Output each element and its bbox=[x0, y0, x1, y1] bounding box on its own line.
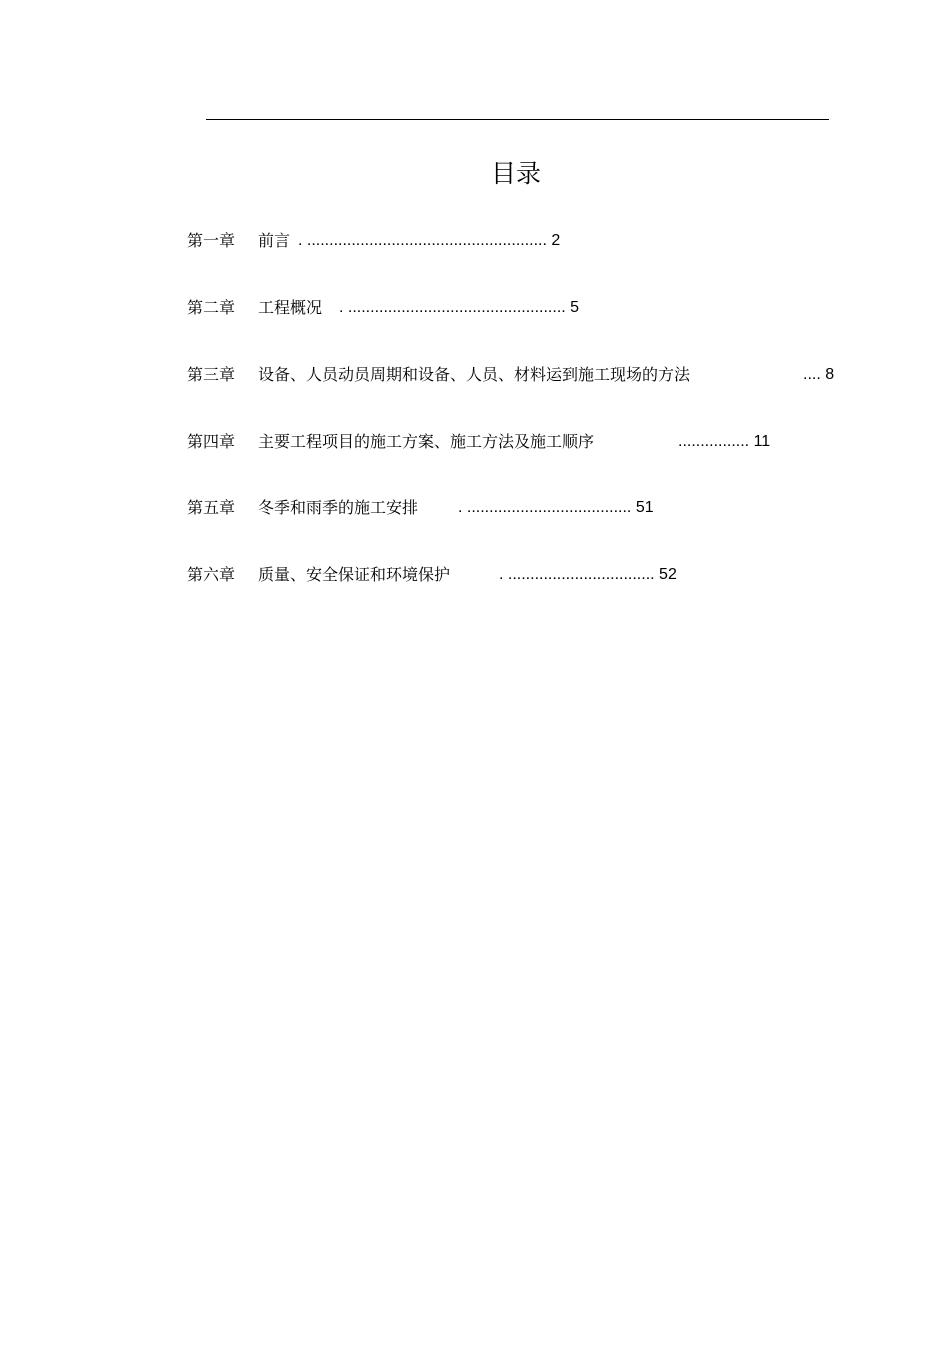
toc-entry-title: 设备、人员动员周期和设备、人员、材料运到施工现场的方法 bbox=[258, 365, 691, 384]
toc-entry-page: 52 bbox=[659, 566, 677, 583]
header-rule bbox=[206, 119, 829, 120]
toc-entry-leader: . ..................................... bbox=[458, 499, 632, 516]
toc-title: 目录 bbox=[490, 159, 541, 188]
toc-entry-title: 前言 bbox=[258, 231, 291, 250]
toc-entry-chapter: 第五章 bbox=[187, 498, 236, 517]
toc-entry-title: 主要工程项目的施工方案、施工方法及施工顺序 bbox=[258, 432, 595, 451]
toc-entry-leader-page bbox=[678, 431, 770, 453]
toc-entry-chapter: 第二章 bbox=[187, 298, 236, 317]
toc-entry-chapter: 第三章 bbox=[187, 365, 236, 384]
toc-entry-page: 5 bbox=[570, 299, 580, 316]
toc-entry-leader: . ...................................................... bbox=[298, 232, 547, 249]
toc-entry-title: 冬季和雨季的施工安排 bbox=[258, 498, 419, 517]
toc-entry-page: 2 bbox=[551, 232, 561, 249]
toc-entry-page: 11 bbox=[753, 433, 771, 450]
toc-entry-page: 8 bbox=[825, 366, 835, 383]
toc-entry-leader-page bbox=[458, 497, 654, 519]
toc-entry-leader-page bbox=[298, 230, 560, 252]
toc-entry-leader: .... bbox=[803, 366, 821, 383]
toc-entry-page: 51 bbox=[635, 499, 654, 516]
toc-entry-leader: ................ bbox=[678, 433, 750, 450]
toc-entry-leader-page bbox=[339, 297, 579, 319]
toc-entry-leader-page bbox=[803, 364, 834, 386]
toc-entry-title: 工程概况 bbox=[258, 298, 323, 317]
toc-entry-chapter: 第一章 bbox=[187, 231, 236, 250]
toc-entry-leader: . ................................. bbox=[499, 566, 655, 583]
toc-entry-chapter: 第六章 bbox=[187, 565, 236, 584]
toc-entry-title: 质量、安全保证和环境保护 bbox=[258, 565, 451, 584]
toc-entry-chapter: 第四章 bbox=[187, 432, 236, 451]
toc-entry-leader-page bbox=[499, 564, 677, 586]
toc-entry-leader: . ................................................. bbox=[339, 299, 566, 316]
